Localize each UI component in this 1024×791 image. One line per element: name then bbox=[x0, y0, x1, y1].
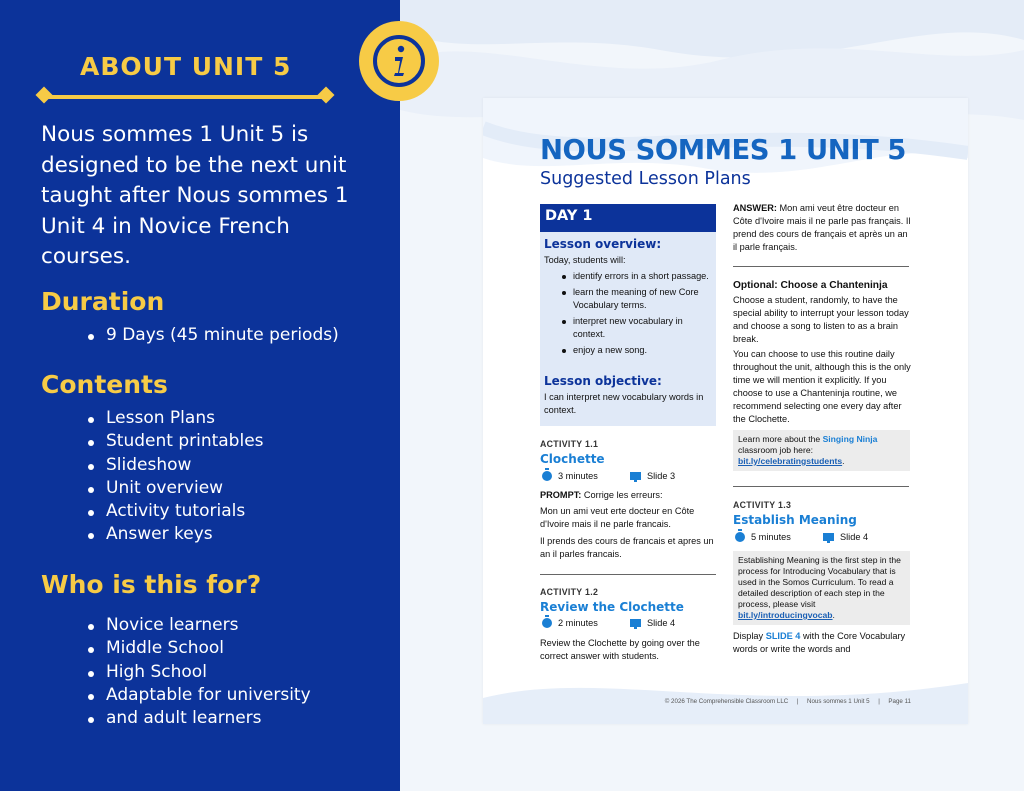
lesson-plan-page bbox=[483, 98, 968, 724]
title-divider bbox=[44, 95, 326, 99]
objective-text: I can interpret new vocabulary words in context. bbox=[544, 392, 704, 415]
list-item: interpret new vocabulary in context. bbox=[544, 315, 714, 341]
timer-icon bbox=[542, 618, 552, 628]
timer-icon bbox=[542, 471, 552, 481]
list-item: learn the meaning of new Core Vocabulary terms. bbox=[544, 286, 714, 312]
intro-text: Nous sommes 1 Unit 5 is designed to be the next unit taught after Nous sommes 1 Unit 4 in Novice French courses. bbox=[41, 122, 349, 269]
overview-list bbox=[544, 270, 714, 360]
activity-slide: Slide 4 bbox=[630, 618, 675, 628]
objective-heading: Lesson objective: bbox=[544, 374, 662, 388]
overview-intro: Today, students will: bbox=[544, 255, 626, 265]
display-text: Display SLIDE 4 with the Core Vocabulary words or write the words and bbox=[733, 631, 906, 654]
divider bbox=[733, 486, 909, 487]
slide-icon bbox=[823, 533, 834, 541]
overview-heading: Lesson overview: bbox=[544, 237, 662, 251]
info-box-text: Learn more about the Singing Ninja classroom job here: bit.ly/celebratingstudents. bbox=[738, 434, 878, 466]
duration-list bbox=[88, 324, 339, 347]
list-item: identify errors in a short passage. bbox=[544, 270, 714, 283]
activity-slide: Slide 3 bbox=[630, 471, 675, 481]
activity-title: Establish Meaning bbox=[733, 513, 857, 527]
activity-slide: Slide 4 bbox=[823, 532, 868, 542]
list-item: Student printables bbox=[88, 430, 264, 453]
activity-time: 3 minutes bbox=[542, 471, 598, 481]
list-item: High School bbox=[88, 661, 311, 684]
who-list bbox=[88, 614, 311, 730]
timer-icon bbox=[735, 532, 745, 542]
who-heading: Who is this for? bbox=[41, 570, 262, 599]
activity-title: Clochette bbox=[540, 452, 605, 466]
list-item: Activity tutorials bbox=[88, 500, 264, 523]
list-item: and adult learners bbox=[88, 707, 311, 730]
divider bbox=[540, 574, 716, 575]
activity-text: Review the Clochette by going over the correct answer with students. bbox=[540, 638, 700, 661]
list-item: enjoy a new song. bbox=[544, 344, 714, 357]
day-heading: DAY 1 bbox=[540, 204, 716, 232]
list-item: Lesson Plans bbox=[88, 407, 264, 430]
optional-text-1: Choose a student, randomly, to have the special ability to interrupt your lesson today and choose a song to listen to as a brain break. bbox=[733, 295, 909, 344]
list-item: Middle School bbox=[88, 637, 311, 660]
introducing-vocab-link[interactable]: bit.ly/introducingvocab bbox=[738, 610, 833, 620]
contents-list bbox=[88, 407, 264, 547]
divider bbox=[733, 266, 909, 267]
optional-heading: Optional: Choose a Chanteninja bbox=[733, 280, 888, 291]
celebrating-students-link[interactable]: bit.ly/celebratingstudents bbox=[738, 456, 843, 466]
page-subtitle: Suggested Lesson Plans bbox=[540, 169, 751, 189]
page-title: NOUS SOMMES 1 UNIT 5 bbox=[540, 134, 906, 166]
about-panel bbox=[0, 0, 400, 791]
activity-time: 5 minutes bbox=[735, 532, 791, 542]
prompt-text-2: Il prends des cours de francais et apres un an il parles francais. bbox=[540, 536, 714, 559]
activity-prompt: PROMPT: Corrige les erreurs: bbox=[540, 490, 663, 500]
info-box-text: Establishing Meaning is the first step in the process for Introducing Vocabulary that is used in the Somos Curriculum. To read a detailed description of each step in the process, please visit bit.ly/introducingvocab. bbox=[738, 555, 901, 620]
prompt-text-1: Mon un ami veut erte docteur en Côte d'Ivoire mais il ne parle francais. bbox=[540, 506, 695, 529]
activity-title: Review the Clochette bbox=[540, 600, 684, 614]
activity-label: ACTIVITY 1.2 bbox=[540, 587, 599, 597]
list-item: 9 Days (45 minute periods) bbox=[88, 324, 339, 347]
slide-icon bbox=[630, 472, 641, 480]
page-footer: © 2026 The Comprehensible Classroom LLC | Nous sommes 1 Unit 5 | Page 11 bbox=[664, 698, 911, 705]
info-icon bbox=[359, 21, 439, 101]
list-item: Adaptable for university bbox=[88, 684, 311, 707]
contents-heading: Contents bbox=[41, 370, 168, 399]
list-item: Novice learners bbox=[88, 614, 311, 637]
activity-label: ACTIVITY 1.1 bbox=[540, 439, 599, 449]
about-title: ABOUT UNIT 5 bbox=[80, 52, 292, 81]
slide-icon bbox=[630, 619, 641, 627]
activity-time: 2 minutes bbox=[542, 618, 598, 628]
lesson-overview-box bbox=[540, 232, 716, 426]
answer-text: ANSWER: Mon ami veut être docteur en Côte d'Ivoire mais il ne parle pas français. Il prend des cours de français et après un an il parle français. bbox=[733, 203, 911, 252]
list-item: Unit overview bbox=[88, 477, 264, 500]
list-item: Slideshow bbox=[88, 454, 264, 477]
duration-heading: Duration bbox=[41, 287, 165, 316]
list-item: Answer keys bbox=[88, 523, 264, 546]
optional-text-2: You can choose to use this routine daily throughout the unit, although this is the only time we will mention it explicitly. If you choose to use a Chanteninja routine, we recommend selecting one every day after the Clochette. bbox=[733, 349, 911, 424]
activity-label: ACTIVITY 1.3 bbox=[733, 500, 792, 510]
